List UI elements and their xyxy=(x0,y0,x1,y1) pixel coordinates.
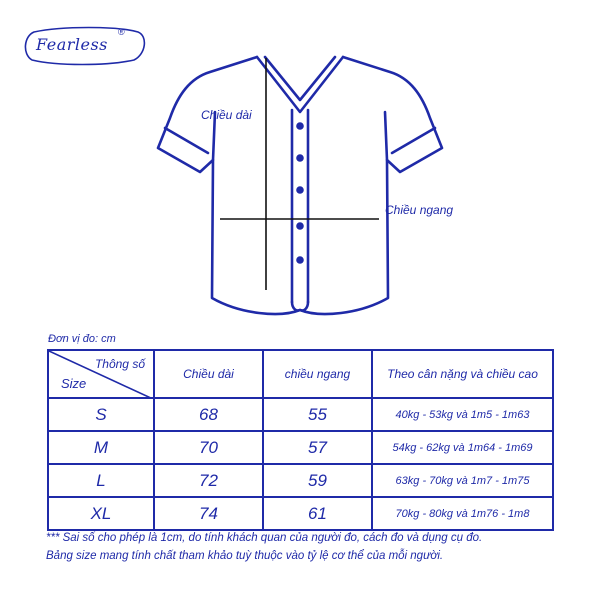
size-cell: S xyxy=(48,398,154,431)
unit-label: Đơn vị đo: cm xyxy=(48,333,116,345)
corner-top-label: Thông số xyxy=(94,357,145,371)
size-chart-table xyxy=(47,349,554,531)
corner-bottom-label: Size xyxy=(61,376,87,391)
width-cell: 57 xyxy=(263,431,372,464)
size-cell: L xyxy=(48,464,154,497)
table-row xyxy=(48,398,553,431)
brand-name: Fearless xyxy=(36,35,108,54)
size-cell: M xyxy=(48,431,154,464)
brand-registered-mark: ® xyxy=(118,27,125,37)
width-cell: 61 xyxy=(263,497,372,530)
length-cell: 72 xyxy=(154,464,263,497)
corner-header-cell xyxy=(48,350,154,398)
length-cell: 70 xyxy=(154,431,263,464)
length-label: Chiều dài xyxy=(201,108,252,122)
note-tolerance: *** Sai số cho phép là 1cm, do tính khách quan của người đo, cách đo và dụng cụ đo. xyxy=(46,532,483,544)
width-cell: 59 xyxy=(263,464,372,497)
table-row xyxy=(48,497,553,530)
length-cell: 68 xyxy=(154,398,263,431)
table-row xyxy=(48,464,553,497)
width-label: Chiều ngang xyxy=(385,203,454,217)
note-reference: Bảng size mang tính chất tham khảo tuỳ thuộc vào tỷ lệ cơ thể của mỗi người. xyxy=(46,550,444,562)
size-cell: XL xyxy=(48,497,154,530)
fit-cell: 63kg - 70kg và 1m7 - 1m75 xyxy=(372,464,553,497)
header-fit: Theo cân nặng và chiều cao xyxy=(372,350,553,398)
shirt-outline xyxy=(158,57,442,314)
header-length: Chiều dài xyxy=(154,350,263,398)
fit-cell: 70kg - 80kg và 1m76 - 1m8 xyxy=(372,497,553,530)
shirt-buttons xyxy=(296,122,304,264)
fit-cell: 54kg - 62kg và 1m64 - 1m69 xyxy=(372,431,553,464)
header-width: chiều ngang xyxy=(263,350,372,398)
shirt-collar xyxy=(257,57,343,112)
table-row xyxy=(48,431,553,464)
length-cell: 74 xyxy=(154,497,263,530)
fit-cell: 40kg - 53kg và 1m5 - 1m63 xyxy=(372,398,553,431)
table-header-row xyxy=(48,350,553,398)
width-cell: 55 xyxy=(263,398,372,431)
